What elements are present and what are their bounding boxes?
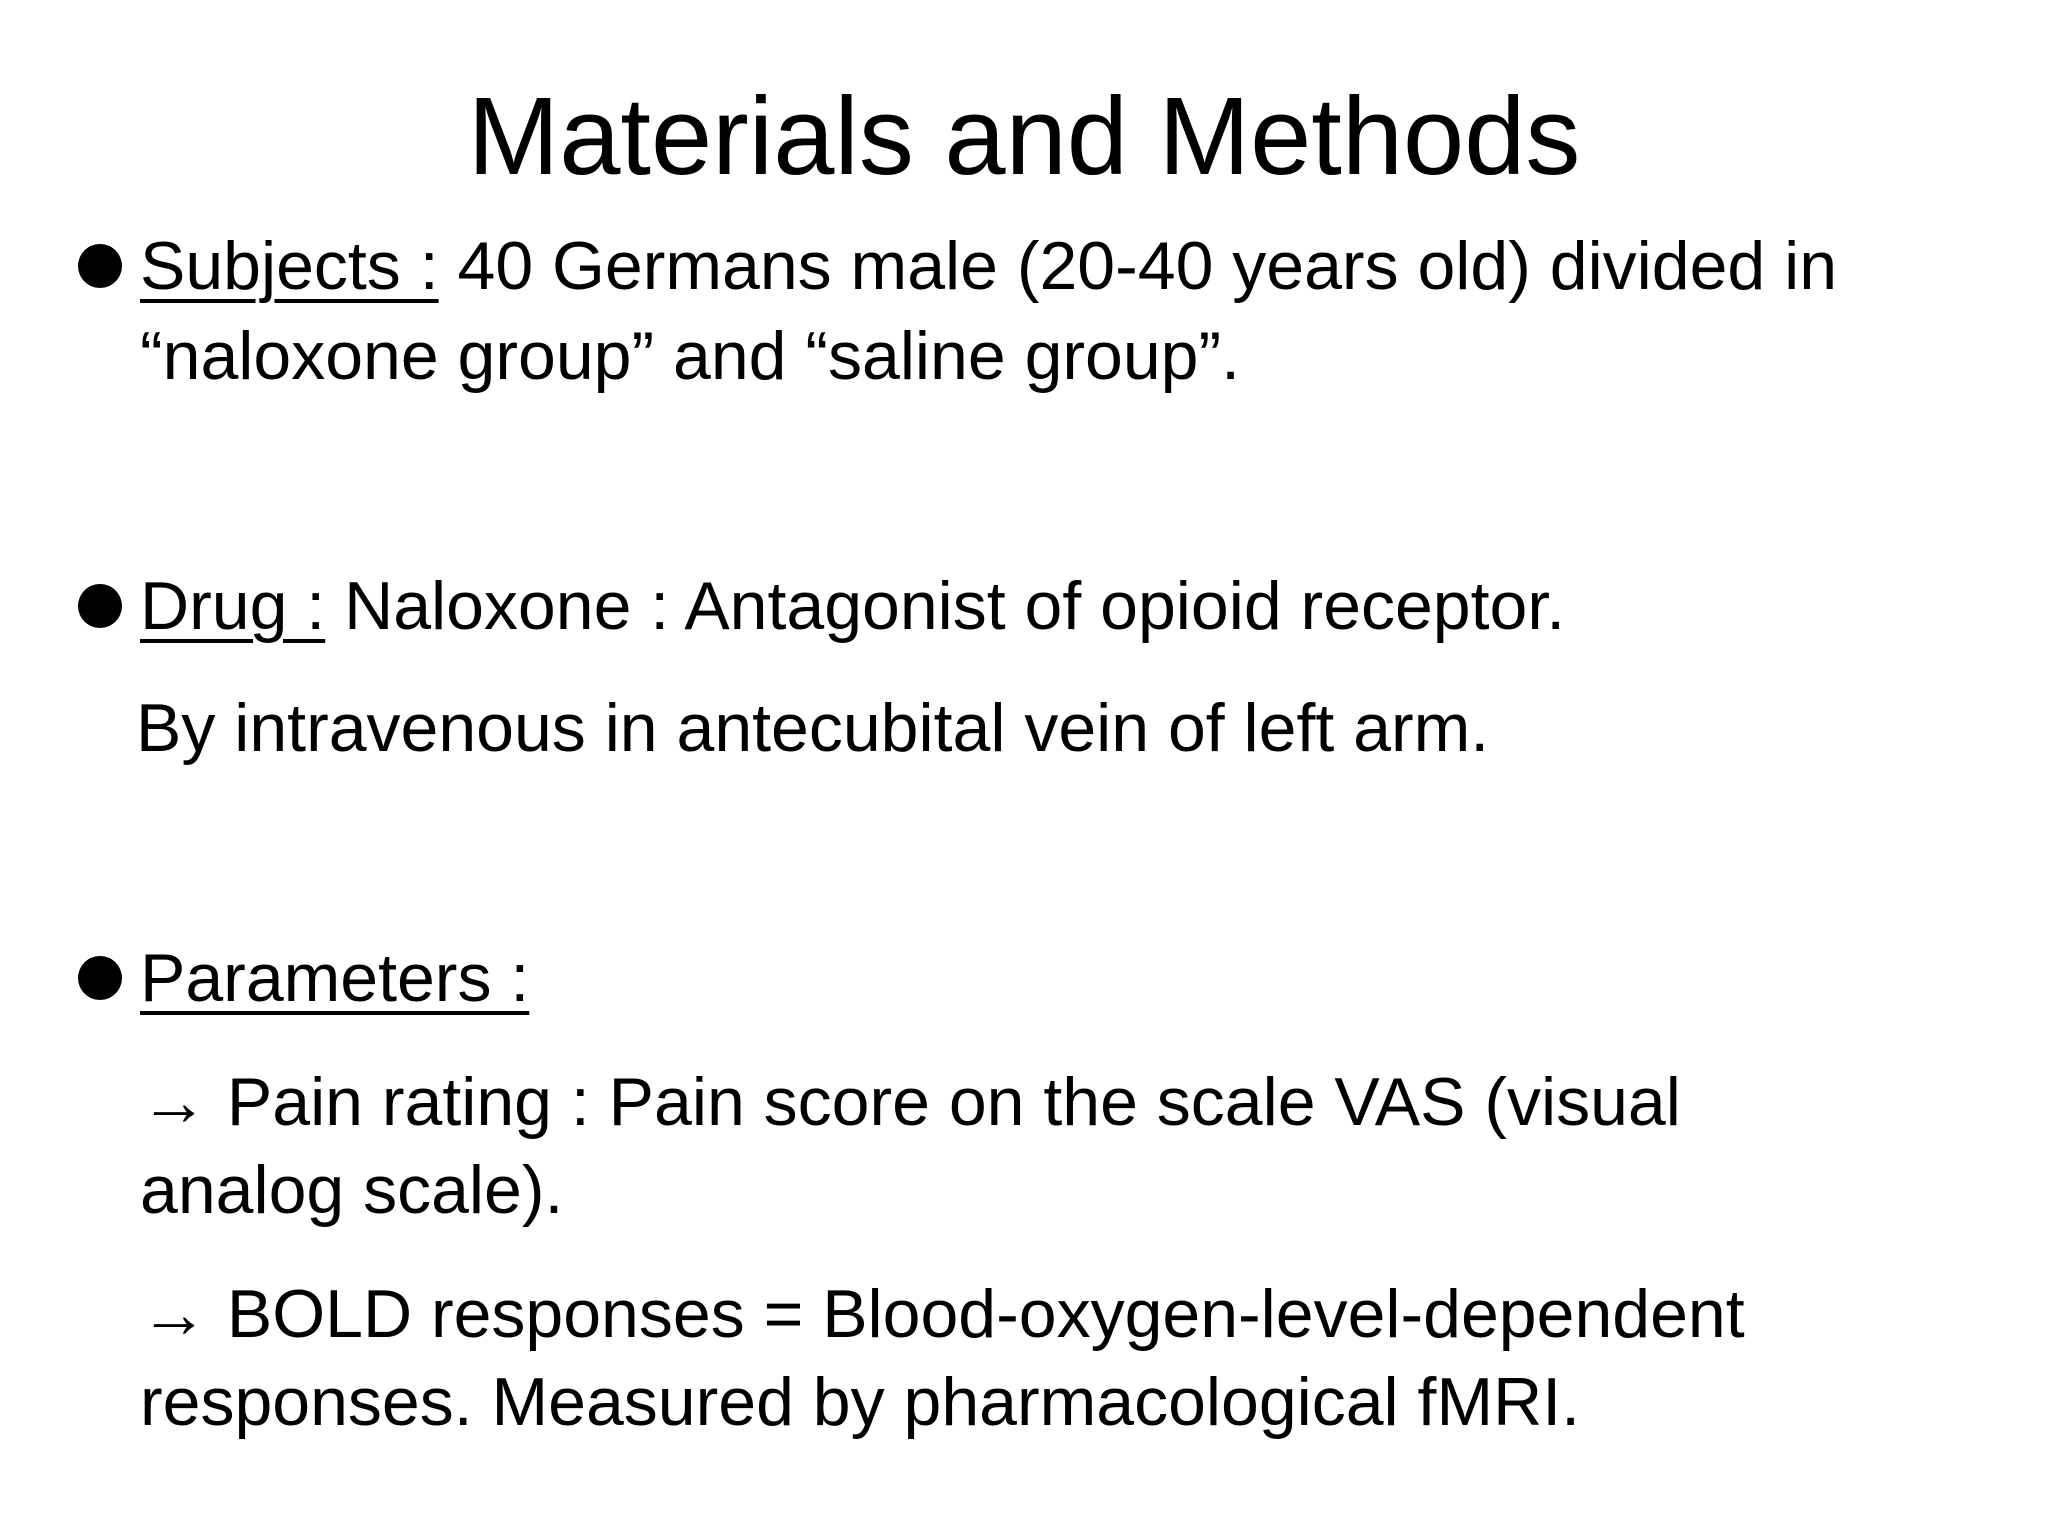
bullet-dot-icon: [78, 244, 122, 288]
parameters-line-1: [140, 934, 529, 1022]
bold-responses-line-1: → BOLD responses = Blood-oxygen-level-dependent: [140, 1276, 1745, 1352]
bullet-dot-icon: [78, 584, 122, 628]
subjects-heading: Subjects :: [140, 228, 439, 304]
pain-rating-line-2: analog scale).: [140, 1152, 564, 1228]
slide-title: Materials and Methods: [467, 75, 1581, 198]
drug-heading: Drug :: [140, 568, 326, 644]
subjects-text: 40 Germans male (20-40 years old) divided in: [438, 228, 1838, 304]
subjects-line-1: [140, 222, 1837, 310]
drug-line-2: By intravenous in antecubital vein of left arm.: [136, 690, 1490, 766]
drug-text: Naloxone : Antagonist of opioid receptor.: [325, 568, 1566, 644]
bold-responses-line-2: responses. Measured by pharmacological fMRI.: [140, 1364, 1580, 1440]
subjects-line-2: “naloxone group” and “saline group”.: [140, 318, 1241, 394]
drug-line-1: [140, 562, 1565, 650]
pain-rating-line-1: → Pain rating : Pain score on the scale VAS (visual: [140, 1064, 1681, 1140]
parameters-heading: Parameters :: [140, 940, 530, 1016]
bullet-dot-icon: [78, 956, 122, 1000]
